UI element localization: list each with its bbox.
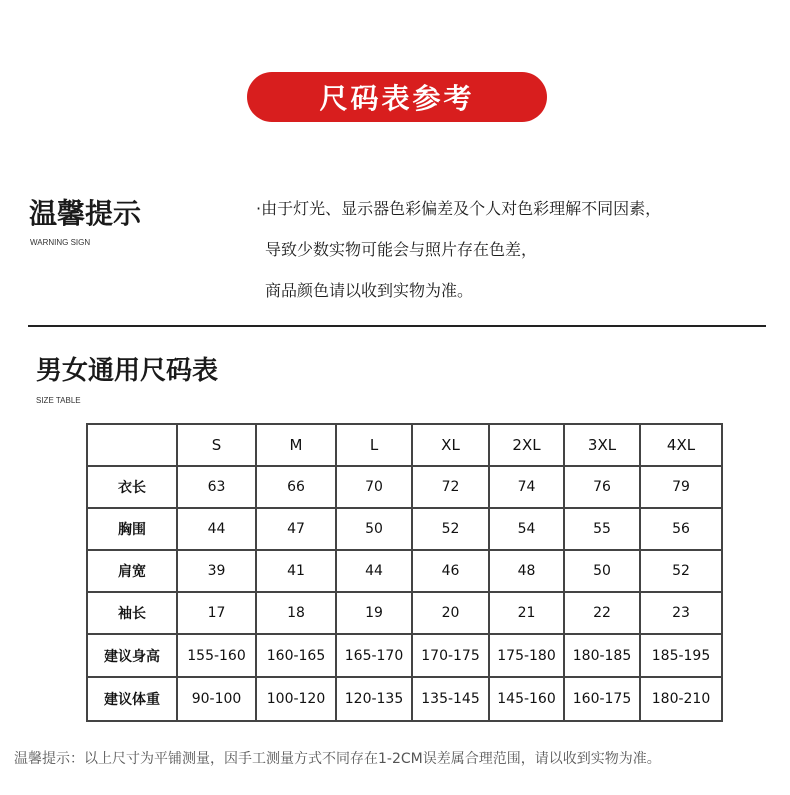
table-cell: 165-170 [336, 634, 412, 677]
table-row [87, 466, 722, 508]
table-cell: 17 [177, 592, 256, 634]
header-cell-size: XL [412, 424, 489, 466]
table-cell: 63 [177, 466, 256, 508]
header-cell-size: 4XL [640, 424, 722, 466]
table-cell: 135-145 [412, 677, 489, 721]
table-cell: 145-160 [489, 677, 564, 721]
table-cell: 22 [564, 592, 640, 634]
table-cell: 120-135 [336, 677, 412, 721]
warning-note-line: 商品颜色请以收到实物为准。 [265, 281, 474, 300]
table-row [87, 508, 722, 550]
table-cell: 47 [256, 508, 336, 550]
table-cell: 39 [177, 550, 256, 592]
warning-note-line: ·由于灯光、显示器色彩偏差及个人对色彩理解不同因素， [256, 199, 662, 218]
table-cell: 76 [564, 466, 640, 508]
row-label: 肩宽 [87, 550, 177, 592]
table-cell: 79 [640, 466, 722, 508]
table-cell: 185-195 [640, 634, 722, 677]
table-cell: 52 [412, 508, 489, 550]
size-table-header-row [87, 424, 722, 466]
table-row [87, 592, 722, 634]
header-cell-size: M [256, 424, 336, 466]
header-cell-size: 3XL [564, 424, 640, 466]
table-cell: 155-160 [177, 634, 256, 677]
row-label: 袖长 [87, 592, 177, 634]
warning-note-line: 导致少数实物可能会与照片存在色差， [265, 240, 538, 259]
table-cell: 180-210 [640, 677, 722, 721]
warning-notes [256, 194, 661, 317]
table-cell: 160-175 [564, 677, 640, 721]
size-table-title: 男女通用尺码表 [36, 356, 219, 386]
header-cell-size: L [336, 424, 412, 466]
header-cell-empty [87, 424, 177, 466]
table-cell: 74 [489, 466, 564, 508]
table-cell: 23 [640, 592, 722, 634]
table-cell: 44 [177, 508, 256, 550]
row-label: 建议身高 [87, 634, 177, 677]
table-cell: 66 [256, 466, 336, 508]
table-cell: 72 [412, 466, 489, 508]
table-cell: 54 [489, 508, 564, 550]
table-cell: 18 [256, 592, 336, 634]
table-cell: 55 [564, 508, 640, 550]
banner-title: 尺码表参考 [319, 82, 475, 115]
table-cell: 70 [336, 466, 412, 508]
table-row [87, 550, 722, 592]
size-table-subtitle: SIZE TABLE [36, 396, 81, 405]
table-cell: 44 [336, 550, 412, 592]
table-cell: 90-100 [177, 677, 256, 721]
table-cell: 180-185 [564, 634, 640, 677]
table-cell: 50 [564, 550, 640, 592]
table-cell: 56 [640, 508, 722, 550]
table-cell: 21 [489, 592, 564, 634]
size-table [86, 423, 723, 722]
warning-subtitle: WARNING SIGN [30, 238, 91, 247]
table-cell: 170-175 [412, 634, 489, 677]
row-label: 建议体重 [87, 677, 177, 721]
size-chart-banner [247, 72, 547, 122]
table-row [87, 677, 722, 721]
table-cell: 160-165 [256, 634, 336, 677]
table-cell: 19 [336, 592, 412, 634]
table-cell: 46 [412, 550, 489, 592]
table-cell: 100-120 [256, 677, 336, 721]
warning-title: 温馨提示 [29, 197, 142, 230]
header-cell-size: 2XL [489, 424, 564, 466]
table-cell: 175-180 [489, 634, 564, 677]
table-cell: 52 [640, 550, 722, 592]
row-label: 衣长 [87, 466, 177, 508]
table-cell: 41 [256, 550, 336, 592]
section-divider [28, 325, 766, 327]
table-row [87, 634, 722, 677]
table-cell: 50 [336, 508, 412, 550]
row-label: 胸围 [87, 508, 177, 550]
table-cell: 48 [489, 550, 564, 592]
table-cell: 20 [412, 592, 489, 634]
header-cell-size: S [177, 424, 256, 466]
footer-note: 温馨提示：以上尺寸为平铺测量，因手工测量方式不同存在1-2CM误差属合理范围，请以收到实物为准。 [14, 751, 661, 767]
